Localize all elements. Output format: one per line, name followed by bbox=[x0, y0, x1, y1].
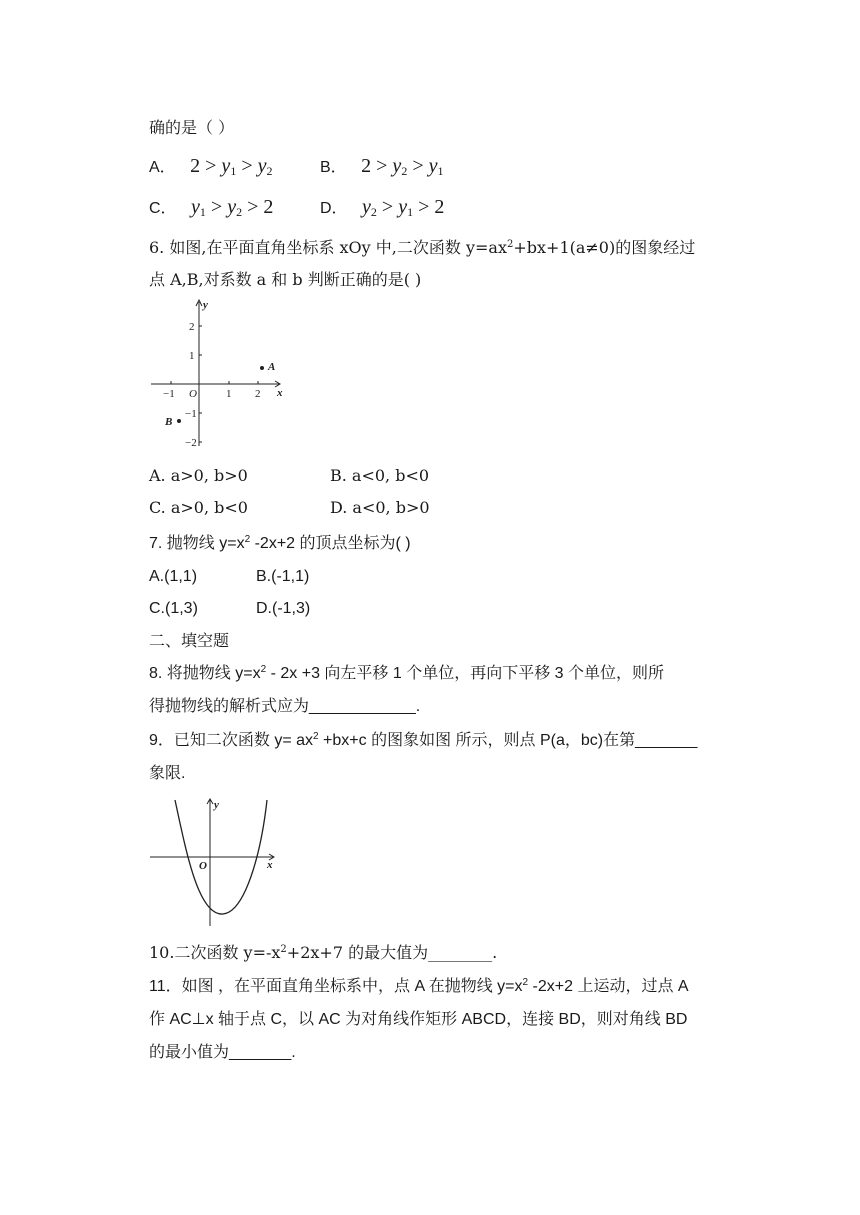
y-tick-label: 1 bbox=[189, 350, 195, 362]
q11-stem-line3: 的最小值为_______. bbox=[149, 1044, 296, 1061]
q8-stem-line2: 得抛物线的解析式应为____________. bbox=[149, 698, 421, 715]
option-label: B． bbox=[320, 159, 347, 176]
option-label: C． bbox=[149, 200, 177, 217]
q7-option-d: D.(-1,3) bbox=[256, 600, 311, 617]
q6-coordinate-graph bbox=[149, 296, 289, 456]
q9-parabola-graph bbox=[149, 796, 279, 928]
graph-origin-label: O bbox=[199, 860, 207, 872]
y-tick-label: −1 bbox=[185, 408, 197, 420]
graph-y-label: y bbox=[214, 799, 219, 811]
graph-y-label: y bbox=[203, 299, 208, 311]
section-heading: 二、填空题 bbox=[149, 631, 230, 650]
y-tick-label: −2 bbox=[185, 437, 197, 449]
q9-stem-line2: 象限. bbox=[149, 765, 186, 782]
q9-stem-line1: 9．已知二次函数 $y= ax^2 +bx+c$ 的图象如图 所示，则点 P(a，bc)在第_______ bbox=[149, 731, 698, 749]
q5-option-c: C． $y_1 > y_2 > 2$ bbox=[149, 196, 274, 219]
x-tick-label: 2 bbox=[255, 388, 261, 400]
graph-origin-label: O bbox=[189, 388, 197, 400]
q8-stem-line1: 8. 将抛物线 $y=x^2 - 2x +3$ 向左平移 1 个单位，再向下平移 3 个单位，则所 bbox=[149, 664, 664, 682]
q11-stem-line2: 作 AC⊥x 轴于点 C，以 AC 为对角线作矩形 ABCD，连接 BD，则对角线 BD bbox=[149, 1011, 688, 1028]
y-tick-label: 2 bbox=[189, 321, 195, 333]
option-label: D． bbox=[320, 200, 348, 217]
q6-option-b: B. a<0, b<0 bbox=[330, 466, 430, 485]
option-label: A． bbox=[149, 159, 176, 176]
q5-stem-tail: 确的是（ ） bbox=[149, 118, 235, 137]
q6-stem-line1: 6. 如图,在平面直角坐标系 xOy 中,二次函数 $y=ax^2+bx+1(a\ne 0)$的图象经过 bbox=[149, 238, 696, 257]
point-b-marker bbox=[177, 419, 181, 423]
q7-stem: 7. 抛物线 $y=x^2$ -2x+2 的顶点坐标为( ) bbox=[149, 534, 411, 552]
point-a-label: A bbox=[268, 361, 276, 373]
q6-stem-line2: 点 A,B,对系数 a 和 b 判断正确的是( ) bbox=[149, 270, 422, 289]
q6-option-a: A. a>0, b>0 bbox=[149, 466, 248, 485]
graph-x-label: x bbox=[277, 387, 283, 399]
q7-option-b: B.(-1,1) bbox=[256, 568, 310, 585]
q5-option-d: D． $y_2 > y_1 > 2$ bbox=[320, 196, 445, 219]
q7-option-c: C.(1,3) bbox=[149, 600, 198, 617]
x-tick-label: 1 bbox=[226, 388, 232, 400]
q11-stem-line1: 11．如图 ，在平面直角坐标系中，点 A 在抛物线 $y=x^2$ -2x+2 上运动，过点 A bbox=[149, 977, 689, 995]
graph-x-label: x bbox=[267, 859, 273, 871]
x-tick-label: −1 bbox=[163, 388, 175, 400]
q6-option-c: C. a>0, b<0 bbox=[149, 498, 248, 517]
point-b-label: B bbox=[165, 416, 173, 428]
q5-option-b: B． $2 > y_2 > y_1$ bbox=[320, 155, 444, 178]
q7-option-a: A.(1,1) bbox=[149, 568, 198, 585]
point-a-marker bbox=[260, 366, 264, 370]
q5-option-a: A． $2 > y_1 > y_2$ bbox=[149, 155, 273, 178]
q10-stem: 10.二次函数 $y=-x^2+2x+7$ 的最大值为________. bbox=[149, 943, 498, 962]
q6-option-d: D. a<0, b>0 bbox=[330, 498, 430, 517]
